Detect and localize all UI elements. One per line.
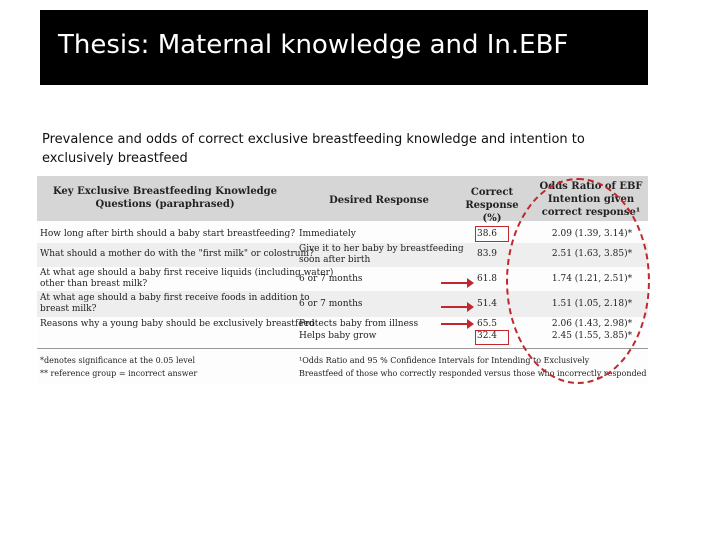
row-question: How long after birth should a baby start breastfeeding? [40,229,296,239]
footnote-right-2: Breastfeed of those who correctly responded versus those who incorrectly responded [299,369,647,378]
row-odds: 1.51 (1.05, 2.18)* [551,299,633,309]
arrow-row-4 [441,306,468,308]
highlight-box-32-4 [475,330,509,345]
row-question-line1: At what age should a baby first receive liquids (including water) [40,268,334,278]
header-question: Key Exclusive Breastfeeding Knowledge Questions (paraphrased) [52,186,278,210]
row-percent: 61.8 [476,274,498,284]
row-response: 6 or 7 months [299,299,363,309]
header-response: Desired Response [329,195,429,206]
footnote-left-2: ** reference group = incorrect answer [40,369,198,378]
row-percent: 83.9 [476,249,498,259]
row-odds-line2: 2.45 (1.55, 3.85)* [551,331,633,341]
odds-ratio-highlight-ellipse [506,178,650,384]
row-response-line2: soon after birth [299,255,371,265]
arrow-row-5 [441,323,468,325]
row-response: 6 or 7 months [299,274,363,284]
header-odds: Odds Ratio of EBF Intention given correct response¹ [539,181,643,218]
row-percent-line2: 32.4 [476,331,498,341]
highlight-box-38-6 [475,226,509,242]
row-percent-line1: 65.5 [476,319,498,329]
row-odds: 2.09 (1.39, 3.14)* [551,229,633,239]
row-percent: 51.4 [476,299,498,309]
row-odds: 2.51 (1.63, 3.85)* [551,249,633,259]
row-response-line1: Protects baby from illness [299,319,419,329]
row-question-line2: breast milk? [40,304,97,314]
row-question-line1: At what age should a baby first receive foods in addition to [40,293,310,303]
row-odds-line1: 2.06 (1.43, 2.98)* [551,319,633,329]
title-bar [40,10,648,85]
slide-caption: Prevalence and odds of correct exclusive breastfeeding knowledge and intention to exclusively breastfeed [42,132,585,166]
footnote-right-1: ¹Odds Ratio and 95 % Confidence Intervals for Intending to Exclusively [299,356,590,365]
row-response-line1: Give it to her baby by breastfeeding [299,244,464,254]
arrow-row-3 [441,282,468,284]
footnote-left-1: *denotes significance at the 0.05 level [40,356,196,365]
row-percent: 38.6 [476,229,498,239]
row-question-line2: other than breast milk? [40,279,148,289]
row-response-line2: Helps baby grow [299,331,377,341]
row-question: What should a mother do with the "first milk" or colostrum? [40,249,314,259]
row-response: Immediately [299,229,356,239]
row-odds: 1.74 (1.21, 2.51)* [551,274,633,284]
row-question: Reasons why a young baby should be exclusively breastfeed [40,319,315,329]
slide-title: Thesis: Maternal knowledge and In.EBF [58,30,569,60]
header-percent: Correct Response (%) [465,187,519,224]
